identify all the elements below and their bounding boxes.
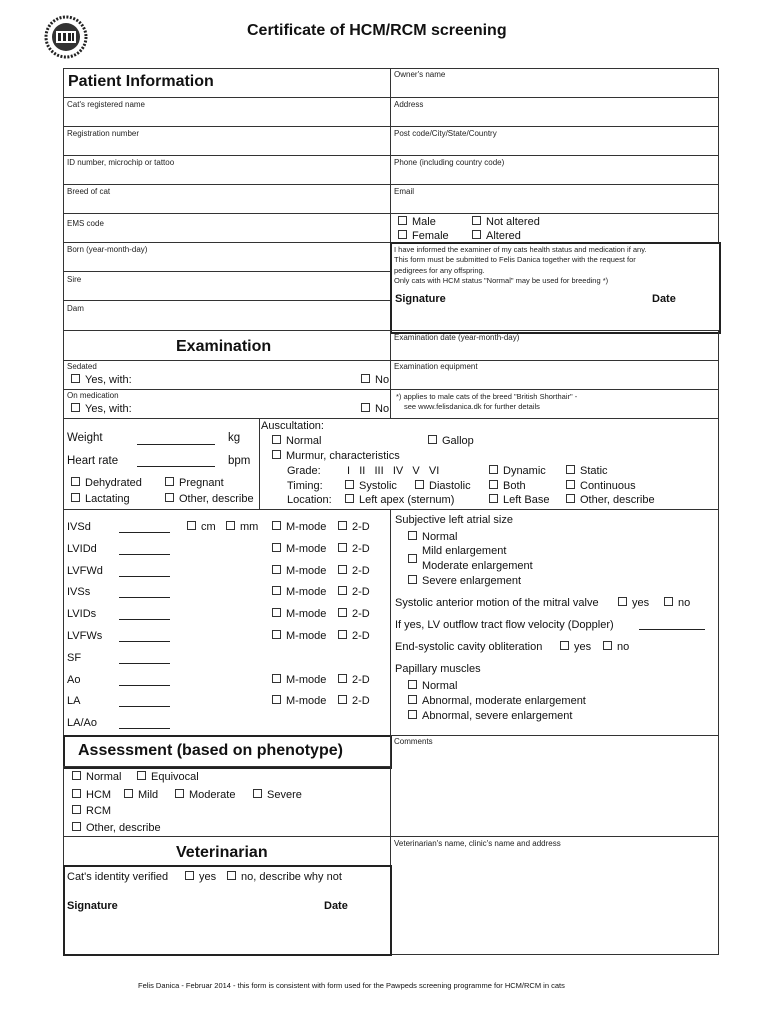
2d-option[interactable] [338, 565, 370, 577]
m-mode-checkbox[interactable] [272, 695, 281, 704]
m-mode-checkbox[interactable] [272, 630, 281, 639]
mild-option[interactable] [124, 789, 158, 801]
medication-label: On medication [67, 391, 119, 400]
grade-options[interactable]: I II III IV V VI [347, 465, 440, 477]
2d-label: 2-D [352, 695, 370, 708]
heart-rate-input[interactable] [137, 466, 215, 467]
m-mode-label: M-mode [286, 673, 327, 686]
lvot-label: If yes, LV outflow tract flow velocity (Doppler) [395, 619, 614, 631]
murmur-checkbox[interactable] [272, 450, 281, 459]
measurement-ivsd-input[interactable] [119, 532, 170, 533]
examination-heading: Examination [176, 338, 272, 355]
equivocal-label: Equivocal [151, 771, 199, 783]
footnote-line: *) applies to male cats of the breed "British Shorthair" - [396, 392, 578, 401]
weight-label: Weight [67, 432, 103, 444]
dehydrated-option[interactable] [71, 477, 142, 489]
obliteration-label: End-systolic cavity obliteration [395, 641, 543, 653]
phone-label: Phone (including country code) [394, 158, 505, 167]
vet-info-field[interactable] [390, 836, 719, 955]
email-field[interactable] [390, 184, 719, 214]
owner-date-label: Date [652, 293, 676, 305]
measurement-lvidd-input[interactable] [119, 554, 170, 555]
sire-label: Sire [67, 275, 82, 284]
felis-danica-logo [42, 15, 90, 59]
not-altered-option[interactable] [472, 216, 540, 228]
heart-rate-label: Heart rate [67, 455, 119, 467]
obliteration-no-option[interactable] [603, 641, 629, 653]
2d-option[interactable] [338, 674, 370, 686]
breed-field[interactable] [63, 184, 391, 214]
atrial-mild-label: Mild enlargement [422, 545, 507, 557]
measurement-ao-input[interactable] [119, 685, 170, 686]
id-number-label: ID number, microchip or tattoo [67, 158, 175, 167]
left-base-label: Left Base [503, 494, 550, 506]
equivocal-checkbox[interactable] [137, 771, 146, 780]
rcm-label: RCM [86, 805, 112, 817]
auscultation-normal-label: Normal [286, 435, 322, 447]
measurement-sf-label: SF [67, 651, 82, 664]
assessment-other-checkbox[interactable] [72, 822, 81, 831]
bpm-unit: bpm [228, 455, 251, 467]
declaration-text [394, 245, 714, 286]
2d-label: 2-D [352, 521, 370, 533]
m-mode-checkbox[interactable] [272, 521, 281, 530]
assessment-heading: Assessment (based on phenotype) [78, 742, 343, 759]
registered-name-label: Cat's registered name [67, 100, 146, 109]
papillary-moderate-checkbox[interactable] [408, 695, 417, 704]
both-option[interactable] [489, 480, 526, 492]
obliteration-no-label: no [617, 641, 630, 653]
2d-checkbox[interactable] [338, 674, 347, 683]
systolic-label: Systolic [359, 480, 397, 492]
lactating-checkbox[interactable] [71, 493, 80, 502]
measurement-ivsd-label: IVSd [67, 521, 91, 533]
m-mode-label: M-mode [286, 521, 327, 533]
identity-yes-option[interactable] [185, 871, 216, 883]
m-mode-label: M-mode [286, 608, 327, 621]
static-checkbox[interactable] [566, 465, 575, 474]
static-option[interactable] [566, 465, 608, 477]
diastolic-label: Diastolic [429, 480, 471, 492]
2d-checkbox[interactable] [338, 695, 347, 704]
declaration-line: I have informed the examiner of my cats health status and medication if any. [394, 245, 647, 254]
patient-heading: Patient Information [68, 73, 214, 90]
vet-signature-label: Signature [67, 900, 118, 912]
left-base-option[interactable] [489, 494, 549, 506]
grade-label: Grade: [287, 465, 321, 477]
comments-label: Comments [394, 737, 433, 746]
other-describe-option[interactable] [165, 493, 254, 505]
2d-label: 2-D [352, 630, 370, 642]
diastolic-option[interactable] [415, 480, 471, 492]
assessment-other-label: Other, describe [86, 822, 161, 834]
assessment-other-option[interactable] [72, 822, 161, 834]
footnote-line: see www.felisdanica.dk for further details [404, 401, 540, 411]
identity-no-option[interactable] [227, 871, 342, 883]
sire-field[interactable] [63, 271, 391, 301]
atrial-severe-checkbox[interactable] [408, 575, 417, 584]
vet-heading: Veterinarian [176, 844, 268, 861]
sedated-no-label: No [375, 374, 390, 386]
dynamic-checkbox[interactable] [489, 465, 498, 474]
m-mode-option[interactable] [272, 674, 326, 686]
murmur-label: Murmur, characteristics [286, 450, 400, 462]
sam-yes-label: yes [632, 597, 650, 609]
altered-option[interactable] [472, 230, 521, 242]
papillary-normal-checkbox[interactable] [408, 680, 417, 689]
papillary-moderate-option[interactable] [408, 695, 586, 707]
not-altered-label: Not altered [486, 216, 540, 228]
female-checkbox[interactable] [398, 230, 407, 239]
dynamic-option[interactable] [489, 465, 546, 477]
measurement-la-ao-input[interactable] [119, 728, 170, 729]
unit-mm-option[interactable] [226, 521, 258, 533]
medication-yes-checkbox[interactable] [71, 403, 80, 412]
exam-date-label: Examination date (year-month-day) [394, 333, 520, 342]
2d-label: 2-D [352, 542, 370, 555]
sedated-yes-option[interactable] [71, 374, 132, 386]
m-mode-label: M-mode [286, 586, 327, 599]
medication-yes-label: Yes, with: [85, 403, 132, 415]
timing-label: Timing: [287, 480, 323, 492]
mild-label: Mild [138, 789, 159, 801]
hcm-label: HCM [86, 789, 112, 801]
m-mode-checkbox[interactable] [272, 543, 281, 552]
identity-no-label: no, describe why not [241, 871, 342, 883]
obliteration-yes-label: yes [574, 641, 592, 653]
sam-no-option[interactable] [664, 597, 690, 609]
identity-label: Cat's identity verified [67, 871, 169, 883]
papillary-moderate-label: Abnormal, moderate enlargement [422, 695, 586, 707]
left-apex-option[interactable] [345, 494, 454, 506]
unit-cm-option[interactable] [187, 521, 216, 533]
2d-option[interactable] [338, 521, 370, 533]
declaration-line: pedigrees for any offspring. [394, 265, 485, 275]
measurement-sf-input[interactable] [119, 663, 170, 664]
sedated-yes-checkbox[interactable] [71, 374, 80, 383]
2d-checkbox[interactable] [338, 586, 347, 595]
hcm-checkbox[interactable] [72, 789, 81, 798]
m-mode-option[interactable] [272, 695, 326, 707]
male-checkbox[interactable] [398, 216, 407, 225]
dehydrated-label: Dehydrated [85, 477, 142, 489]
obliteration-yes-checkbox[interactable] [560, 641, 569, 650]
medication-no-checkbox[interactable] [361, 403, 370, 412]
other-describe-label: Other, describe [179, 493, 254, 505]
severe-label: Severe [267, 789, 302, 801]
owner-name-label: Owner's name [394, 70, 446, 79]
measurement-lvids-input[interactable] [119, 619, 170, 620]
hcm-option[interactable] [72, 789, 111, 801]
male-option[interactable] [398, 216, 436, 228]
dam-label: Dam [67, 304, 84, 313]
breed-label: Breed of cat [67, 187, 111, 196]
sedated-yes-label: Yes, with: [85, 374, 132, 386]
weight-input[interactable] [137, 444, 215, 445]
sedated-no-option[interactable] [361, 374, 389, 386]
vet-info-label: Veterinarian's name, clinic's name and address [394, 839, 561, 848]
m-mode-option[interactable] [272, 630, 326, 642]
pregnant-label: Pregnant [179, 477, 224, 489]
born-label: Born (year-month-day) [67, 245, 148, 254]
postcode-label: Post code/City/State/Country [394, 129, 497, 138]
female-option[interactable] [398, 230, 449, 242]
moderate-label: Moderate [189, 789, 236, 801]
sedated-no-checkbox[interactable] [361, 374, 370, 383]
not-altered-checkbox[interactable] [472, 216, 481, 225]
registration-number-label: Registration number [67, 129, 140, 138]
measurement-lvidd-label: LVIDd [67, 542, 97, 555]
obliteration-yes-option[interactable] [560, 641, 591, 653]
measurement-ivss-label: IVSs [67, 586, 91, 599]
comments-field[interactable] [390, 735, 719, 837]
diastolic-checkbox[interactable] [415, 480, 424, 489]
measurement-la-ao-label: LA/Ao [67, 717, 97, 730]
static-label: Static [580, 465, 608, 477]
both-checkbox[interactable] [489, 480, 498, 489]
2d-checkbox[interactable] [338, 565, 347, 574]
2d-option[interactable] [338, 695, 370, 707]
location-other-label: Other, describe [580, 494, 655, 506]
obliteration-no-checkbox[interactable] [603, 641, 612, 650]
atrial-moderate-label: Moderate enlargement [422, 560, 533, 572]
identity-yes-label: yes [199, 871, 217, 883]
systolic-checkbox[interactable] [345, 480, 354, 489]
atrial-normal-label: Normal [422, 531, 458, 543]
sam-no-label: no [678, 597, 691, 609]
medication-no-label: No [375, 403, 390, 415]
measurement-la-input[interactable] [119, 706, 170, 707]
both-label: Both [503, 480, 526, 492]
continuous-checkbox[interactable] [566, 480, 575, 489]
sam-no-checkbox[interactable] [664, 597, 673, 606]
rcm-option[interactable] [72, 805, 111, 817]
other-describe-checkbox[interactable] [165, 493, 174, 502]
continuous-label: Continuous [580, 480, 636, 492]
papillary-severe-option[interactable] [408, 710, 572, 722]
ems-label: EMS code [67, 219, 104, 228]
papillary-normal-label: Normal [422, 680, 458, 692]
2d-label: 2-D [352, 564, 370, 577]
dynamic-label: Dynamic [503, 465, 546, 477]
measurement-ao-label: Ao [67, 673, 81, 686]
2d-checkbox[interactable] [338, 608, 347, 617]
m-mode-label: M-mode [286, 695, 327, 708]
auscultation-normal-checkbox[interactable] [272, 435, 281, 444]
auscultation-label: Auscultation: [261, 420, 324, 432]
m-mode-option[interactable] [272, 565, 326, 577]
assessment-normal-checkbox[interactable] [72, 771, 81, 780]
m-mode-option[interactable] [272, 586, 326, 598]
kg-unit: kg [228, 432, 241, 444]
papillary-severe-checkbox[interactable] [408, 710, 417, 719]
continuous-option[interactable] [566, 480, 636, 492]
measurement-lvfws-label: LVFWs [67, 630, 103, 642]
sam-yes-option[interactable] [618, 597, 649, 609]
lactating-option[interactable] [71, 493, 130, 505]
location-other-option[interactable] [566, 494, 655, 506]
2d-label: 2-D [352, 673, 370, 686]
left-base-checkbox[interactable] [489, 494, 498, 503]
2d-option[interactable] [338, 543, 370, 555]
gallop-option[interactable] [428, 435, 474, 447]
pregnant-checkbox[interactable] [165, 477, 174, 486]
owner-signature-label: Signature [395, 293, 446, 305]
address-label: Address [394, 100, 424, 109]
measurement-lvfwd-input[interactable] [119, 576, 170, 577]
sam-label: Systolic anterior motion of the mitral valve [395, 597, 599, 609]
unit-cm-label: cm [201, 521, 216, 533]
altered-checkbox[interactable] [472, 230, 481, 239]
dehydrated-checkbox[interactable] [71, 477, 80, 486]
measurement-ivss-input[interactable] [119, 597, 170, 598]
page-title: Certificate of HCM/RCM screening [247, 22, 507, 39]
2d-label: 2-D [352, 586, 370, 599]
left-apex-label: Left apex (sternum) [359, 494, 455, 506]
atrial-severe-label: Severe enlargement [422, 575, 522, 587]
ems-field[interactable] [63, 213, 391, 243]
2d-option[interactable] [338, 586, 370, 598]
medication-no-option[interactable] [361, 403, 389, 415]
unit-mm-label: mm [240, 521, 259, 533]
murmur-option[interactable] [272, 450, 400, 462]
papillary-severe-label: Abnormal, severe enlargement [422, 710, 573, 722]
gallop-label: Gallop [442, 435, 474, 447]
vet-date-label: Date [324, 900, 348, 912]
pregnant-option[interactable] [165, 477, 224, 489]
2d-option[interactable] [338, 608, 370, 620]
m-mode-label: M-mode [286, 564, 327, 577]
email-label: Email [394, 187, 415, 196]
declaration-line: This form must be submitted to Felis Danica together with the request for [394, 255, 636, 265]
male-label: Male [412, 216, 436, 228]
unit-mm-checkbox[interactable] [226, 521, 235, 530]
equipment-label: Examination equipment [394, 362, 478, 371]
lactating-label: Lactating [85, 493, 130, 505]
moderate-checkbox[interactable] [175, 789, 184, 798]
atrial-severe-option[interactable] [408, 575, 521, 587]
2d-checkbox[interactable] [338, 521, 347, 530]
m-mode-checkbox[interactable] [272, 674, 281, 683]
papillary-normal-option[interactable] [408, 680, 457, 692]
altered-label: Altered [486, 230, 521, 242]
unit-cm-checkbox[interactable] [187, 521, 196, 530]
left-apex-checkbox[interactable] [345, 494, 354, 503]
rcm-checkbox[interactable] [72, 805, 81, 814]
gallop-checkbox[interactable] [428, 435, 437, 444]
2d-checkbox[interactable] [338, 630, 347, 639]
measurement-lvfws-input[interactable] [119, 641, 170, 642]
equivocal-option[interactable] [137, 771, 199, 783]
2d-label: 2-D [352, 608, 370, 621]
atrial-normal-option[interactable] [408, 531, 457, 543]
address-field[interactable] [390, 97, 719, 127]
auscultation-normal-option[interactable] [272, 435, 321, 447]
2d-option[interactable] [338, 630, 370, 642]
severe-option[interactable] [253, 789, 302, 801]
m-mode-option[interactable] [272, 521, 326, 533]
m-mode-checkbox[interactable] [272, 565, 281, 574]
assessment-normal-option[interactable] [72, 771, 121, 783]
systolic-option[interactable] [345, 480, 397, 492]
measurement-la-label: LA [67, 695, 81, 708]
declaration-line: Only cats with HCM status "Normal" may be used for breeding *) [394, 275, 609, 285]
footnote [396, 392, 577, 411]
footer-text: Felis Danica - Februar 2014 - this form is consistent with form used for the Pawpeds screening programme for HCM/RCM in cats [138, 981, 565, 990]
medication-yes-option[interactable] [71, 403, 132, 415]
lvot-input[interactable] [639, 629, 705, 630]
female-label: Female [412, 230, 449, 242]
assessment-normal-label: Normal [86, 771, 122, 783]
papillary-heading: Papillary muscles [395, 663, 481, 675]
sam-yes-checkbox[interactable] [618, 597, 627, 606]
measurement-lvids-label: LVIDs [67, 608, 97, 621]
mild-checkbox[interactable] [124, 789, 133, 798]
m-mode-checkbox[interactable] [272, 586, 281, 595]
measurement-lvfwd-label: LVFWd [67, 564, 103, 577]
severe-checkbox[interactable] [253, 789, 262, 798]
dam-field[interactable] [63, 300, 391, 331]
m-mode-label: M-mode [286, 542, 327, 555]
atrial-heading: Subjective left atrial size [395, 514, 513, 526]
2d-checkbox[interactable] [338, 543, 347, 552]
m-mode-option[interactable] [272, 608, 326, 620]
location-other-checkbox[interactable] [566, 494, 575, 503]
atrial-mild-checkbox[interactable] [408, 554, 417, 563]
moderate-option[interactable] [175, 789, 235, 801]
m-mode-label: M-mode [286, 630, 327, 642]
identity-yes-checkbox[interactable] [185, 871, 194, 880]
atrial-normal-checkbox[interactable] [408, 531, 417, 540]
identity-no-checkbox[interactable] [227, 871, 236, 880]
sedated-label: Sedated [67, 362, 97, 371]
location-label: Location: [287, 494, 332, 506]
m-mode-checkbox[interactable] [272, 608, 281, 617]
m-mode-option[interactable] [272, 543, 326, 555]
